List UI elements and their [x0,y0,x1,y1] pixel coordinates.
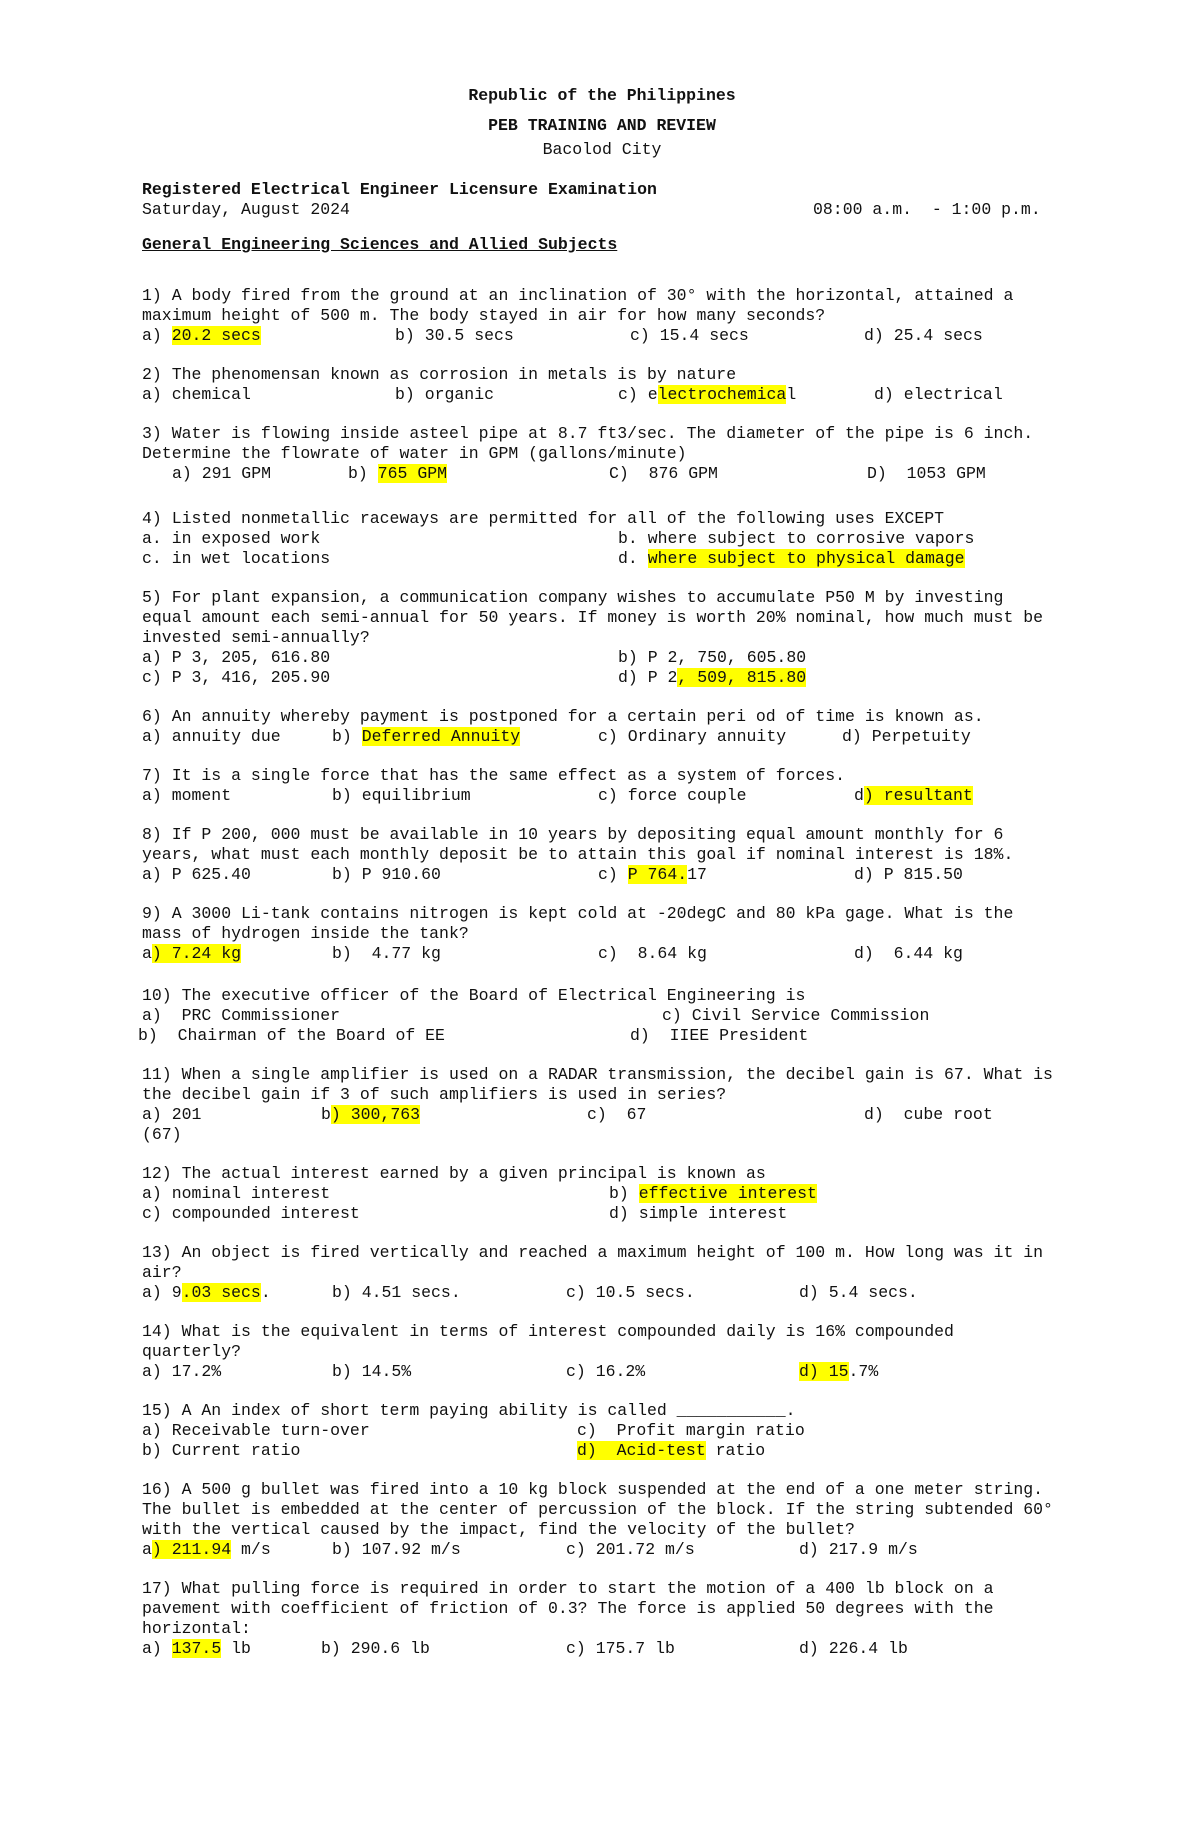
choice: a) annuity due [142,727,281,746]
highlighted-answer: P 764. [627,865,688,884]
question-7: 7) It is a single force that has the same effect as a system of forces. [142,766,846,785]
highlighted-answer: ) resultant [863,786,973,805]
choices-row: a) 137.5 lb b) 290.6 lb c) 175.7 lb d) 226.4 lb [142,1639,908,1658]
choice: a) nominal interest [142,1184,331,1203]
choice: d) electrical [874,385,1003,404]
highlighted-answer: effective interest [638,1184,817,1203]
highlighted-answer: ) 300,763 [330,1105,421,1124]
choice: a) 17.2% [142,1362,222,1381]
question-5: 5) For plant expansion, a communication company wishes to accumulate P50 M by investing equal amount each semi-annual for 50 years. If money is worth 20% nominal, how much must be invested semi-annually? [142,588,1044,647]
choice: c) 10.5 secs. [566,1283,695,1302]
exam-time: 08:00 a.m. - 1:00 p.m. [813,200,1041,219]
question-14: 14) What is the equivalent in terms of interest compounded daily is 16% compounded quarterly? [142,1322,954,1361]
choices-row: a) annuity due b) Deferred Annuity c) Ordinary annuity d) Perpetuity [142,727,971,746]
choice: b) P 2, 750, 605.80 [618,648,807,667]
highlighted-answer: where subject to physical damage [647,549,965,568]
choice: b) 14.5% [332,1362,412,1381]
highlighted-answer: 20.2 secs [171,326,261,345]
choice: a. in exposed work [142,529,321,548]
choice: a) P 3, 205, 616.80 [142,648,331,667]
highlighted-answer: 137.5 [171,1639,222,1658]
choices-row [142,1125,1062,1145]
question-17: 17) What pulling force is required in order to start the motion of a 400 lb block on a pavement with coefficient of friction of 0.3? The force is applied 50 degrees with the horizontal: [142,1579,994,1638]
choice: c) 16.2% [566,1362,646,1381]
choices-row: a) 9.03 secs. b) 4.51 secs. c) 10.5 secs. d) 5.4 secs. [142,1283,918,1302]
highlighted-answer: ) 7.24 kg [151,944,242,963]
choice: a) chemical [142,385,251,404]
choice: b) equilibrium [332,786,471,805]
choice: c) Profit margin ratio [577,1421,805,1440]
header-city: Bacolod City [542,140,662,159]
choice: c) 201.72 m/s [566,1540,695,1559]
choice-continuation: (67) [142,1125,182,1144]
choice: c) force couple [598,786,747,805]
choice: a) P 625.40 [142,865,251,884]
choice: d) 226.4 lb [799,1639,908,1658]
choice: b) 290.6 lb [321,1639,430,1658]
choices-row: c) P 3, 416, 205.90 d) P 2, 509, 815.80 [142,668,807,687]
choices-row: a) moment b) equilibrium c) force couple d) resultant [142,786,973,805]
choices-row [142,1204,1062,1224]
choice: c) compounded interest [142,1204,360,1223]
choice: a) 291 GPM [172,464,272,483]
choices-row: a) 7.24 kg b) 4.77 kg c) 8.64 kg d) 6.44 kg [142,944,963,963]
question-15: 15) A An index of short term paying ability is called ___________. [142,1401,796,1420]
choice: c) P 3, 416, 205.90 [142,668,331,687]
choices-row [142,1421,1062,1441]
choice: d) Perpetuity [842,727,971,746]
choices-row: a) 201 b) 300,763 c) 67 d) cube root [142,1105,993,1124]
choice: C) 876 GPM [609,464,718,483]
choice: d) IIEE President [630,1026,809,1045]
choice: a) 201 [142,1105,202,1124]
choices-row: a) 17.2% b) 14.5% c) 16.2% d) 15.7% [142,1362,879,1381]
question-12: 12) The actual interest earned by a given principal is known as [142,1164,766,1183]
choices-row [142,529,1062,549]
choices-row: c. in wet locations d. where subject to physical damage [142,549,965,568]
choice: d) 6.44 kg [854,944,963,963]
choice: b) Current ratio [142,1441,301,1460]
choice: b) P 910.60 [332,865,441,884]
highlighted-answer: ) 211.94 [151,1540,232,1559]
choice: c) Ordinary annuity [598,727,787,746]
choices-row: a) nominal interest b) effective interest [142,1184,817,1203]
highlighted-answer: d) Acid-test [577,1441,706,1460]
choice: b) Chairman of the Board of EE [138,1026,445,1045]
choice: d) cube root [864,1105,993,1124]
choice: d) 5.4 secs. [799,1283,918,1302]
exam-title: Registered Electrical Engineer Licensure Examination [142,180,657,199]
choices-row: a) 20.2 secs b) 30.5 secs c) 15.4 secs d) 25.4 secs [142,326,983,345]
choice: a) PRC Commissioner [142,1006,341,1025]
choices-row [142,1006,1062,1026]
header-country: Republic of the Philippines [468,86,736,105]
choice: D) 1053 GPM [867,464,986,483]
choice: b) 30.5 secs [395,326,514,345]
choice: c) Civil Service Commission [662,1006,930,1025]
highlighted-answer: .03 secs [181,1283,261,1302]
question-13: 13) An object is fired vertically and reached a maximum height of 100 m. How long was it in air? [142,1243,1044,1282]
exam-schedule-row [142,200,1062,220]
choice: b) 4.51 secs. [332,1283,461,1302]
highlighted-answer: , 509, 815.80 [677,668,807,687]
choice: b) organic [395,385,495,404]
choice: c) 67 [587,1105,647,1124]
choice: b) 107.92 m/s [332,1540,461,1559]
exam-page [138,86,1062,1659]
choice: a) moment [142,786,232,805]
highlighted-answer: lectrochemica [657,385,787,404]
choice: c) 15.4 secs [630,326,749,345]
choices-row: a) 291 GPM b) 765 GPM C) 876 GPM D) 1053 GPM [172,464,986,483]
choice: c) 8.64 kg [598,944,707,963]
choice: d) P 815.50 [854,865,963,884]
choice: c. in wet locations [142,549,331,568]
choices-row [138,1026,1062,1046]
choice: a) Receivable turn-over [142,1421,370,1440]
question-4: 4) Listed nonmetallic raceways are permitted for all of the following uses EXCEPT [142,509,945,528]
exam-date: Saturday, August 2024 [142,200,350,219]
choices-row: b) Current ratio d) Acid-test ratio [142,1441,766,1460]
choice: d) 217.9 m/s [799,1540,918,1559]
highlighted-answer: 765 GPM [377,464,448,483]
choice: d) 25.4 secs [864,326,983,345]
highlighted-answer: Deferred Annuity [361,727,521,746]
question-9: 9) A 3000 Li-tank contains nitrogen is kept cold at -20degC and 80 kPa gage. What is the mass of hydrogen inside the tank? [142,904,1014,943]
choices-row: a) chemical b) organic c) electrochemical d) electrical [142,385,1003,404]
question-11: 11) When a single amplifier is used on a RADAR transmission, the decibel gain is 67. What is the decibel gain if 3 of such amplifiers is used in series? [142,1065,1053,1104]
question-2: 2) The phenomensan known as corrosion in metals is by nature [142,365,737,384]
question-1: 1) A body fired from the ground at an inclination of 30° with the horizontal, attained a maximum height of 500 m. The body stayed in air for how many seconds? [142,286,1014,325]
question-8: 8) If P 200, 000 must be available in 10 years by depositing equal amount monthly for 6 years, what must each monthly deposit be to attain this goal if nominal interest is 18%. [142,825,1014,864]
choices-row: a) 211.94 m/s b) 107.92 m/s c) 201.72 m/s d) 217.9 m/s [142,1540,918,1559]
subject-title: General Engineering Sciences and Allied Subjects [142,235,618,254]
highlighted-answer: d) 15 [799,1362,849,1381]
choice: b) 4.77 kg [332,944,441,963]
choice: c) 175.7 lb [566,1639,675,1658]
question-10: 10) The executive officer of the Board of Electrical Engineering is [142,986,806,1005]
choice: d) simple interest [609,1204,788,1223]
choices-row: a) P 625.40 b) P 910.60 c) P 764.17 d) P 815.50 [142,865,963,884]
choice: b. where subject to corrosive vapors [618,529,975,548]
choices-row [142,648,1062,668]
header-review-center: PEB TRAINING AND REVIEW [488,116,716,135]
question-16: 16) A 500 g bullet was fired into a 10 kg block suspended at the end of a one meter string. The bullet is embedded at the center of percussion of the block. If the string subtended 60° with the vertical caused by the impact, find the velocity of the bullet? [142,1480,1053,1539]
question-3: 3) Water is flowing inside asteel pipe at 8.7 ft3/sec. The diameter of the pipe is 6 inch. Determine the flowrate of water in GPM (gallons/minute) [142,424,1034,463]
question-6: 6) An annuity whereby payment is postponed for a certain peri od of time is known as. [142,707,984,726]
